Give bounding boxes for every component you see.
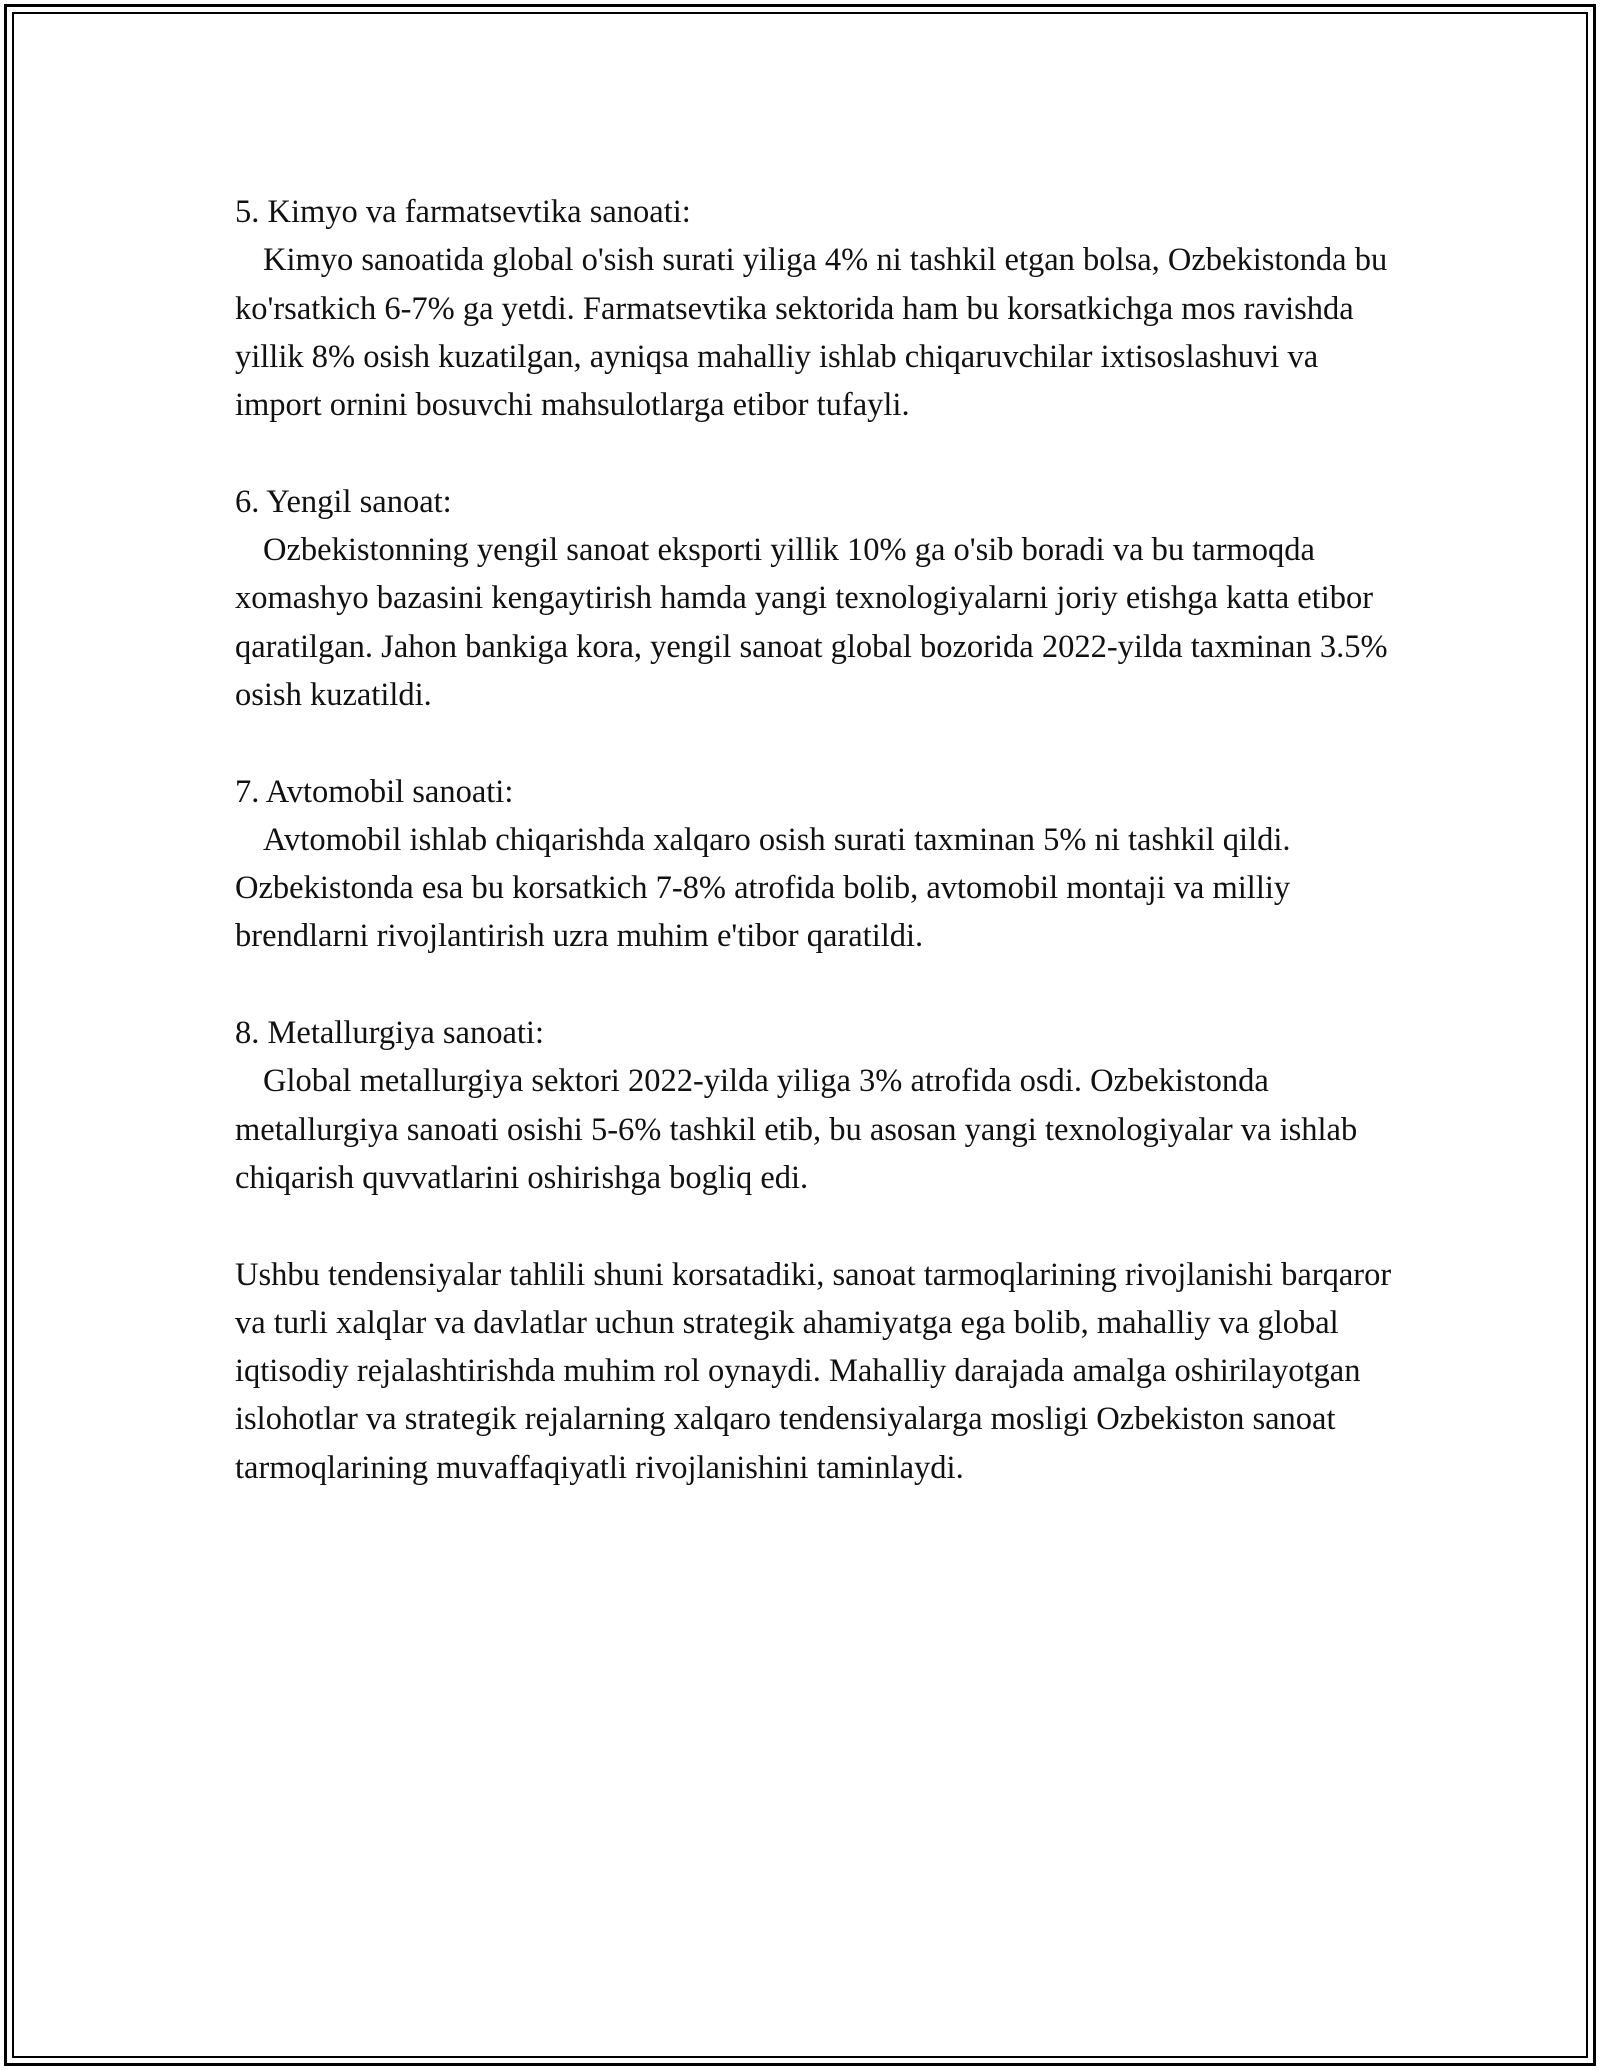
- section-heading: 7. Avtomobil sanoati:: [235, 773, 514, 810]
- section-paragraph: Global metallurgiya sektori 2022-yilda yiliga 3% atrofida osdi. Ozbekistonda metallurgiya sanoati osishi 5-6% tashkil etib, bu asosan yangi texnologiyalar va ishlab chiqarish quvvatlarini oshirishga bogliq edi.: [235, 1063, 1358, 1196]
- section-automotive: [235, 768, 1395, 961]
- conclusion-paragraph: Ushbu tendensiyalar tahlili shuni korsatadiki, sanoat tarmoqlarining rivojlanishi barqaror va turli xalqlar va davlatlar uchun strategik ahamiyatga ega bolib, mahalliy va global iqtisodiy rejalashtirishda muhim rol oynaydi. Mahalliy darajada amalga oshirilayotgan islohotlar va strategik rejalarning xalqaro tendensiyalarga mosligi Ozbekiston sanoat tarmoqlarining muvaffaqiyatli rivojlanishini taminlaydi.: [235, 1256, 1392, 1486]
- section-heading: 6. Yengil sanoat:: [235, 483, 452, 520]
- section-paragraph: Ozbekistonning yengil sanoat eksporti yillik 10% ga o'sib boradi va bu tarmoqda xomashyo bazasini kengaytirish hamda yangi texnologiyalarni joriy etishga katta etibor qaratilgan. Jahon bankiga kora, yengil sanoat global bozorida 2022-yilda taxminan 3.5% osish kuzatildi.: [235, 532, 1388, 713]
- section-heading: 8. Metallurgiya sanoati:: [235, 1015, 544, 1052]
- section-paragraph: Avtomobil ishlab chiqarishda xalqaro osish surati taxminan 5% ni tashkil qildi. Ozbekistonda esa bu korsatkich 7-8% atrofida bolib, avtomobil montaji va milliy brendlarni rivojlantirish uzra muhim e'tibor qaratildi.: [235, 821, 1291, 955]
- section-chemical-pharma: [235, 188, 1395, 429]
- section-paragraph: Kimyo sanoatida global o'sish surati yiliga 4% ni tashkil etgan bolsa, Ozbekistonda bu ko'rsatkich 6-7% ga yetdi. Farmatsevtika sektorida ham bu korsatkichga mos ravishda yillik 8% osish kuzatilgan, ayniqsa mahalliy ishlab chiqaruvchilar ixtisoslashuvi va import ornini bosuvchi mahsulotlarga etibor tufayli.: [235, 242, 1388, 424]
- section-heading: 5. Kimyo va farmatsevtika sanoati:: [235, 194, 691, 230]
- section-light-industry: [235, 478, 1395, 719]
- section-metallurgy: [235, 1009, 1395, 1202]
- document-content: [235, 188, 1395, 1492]
